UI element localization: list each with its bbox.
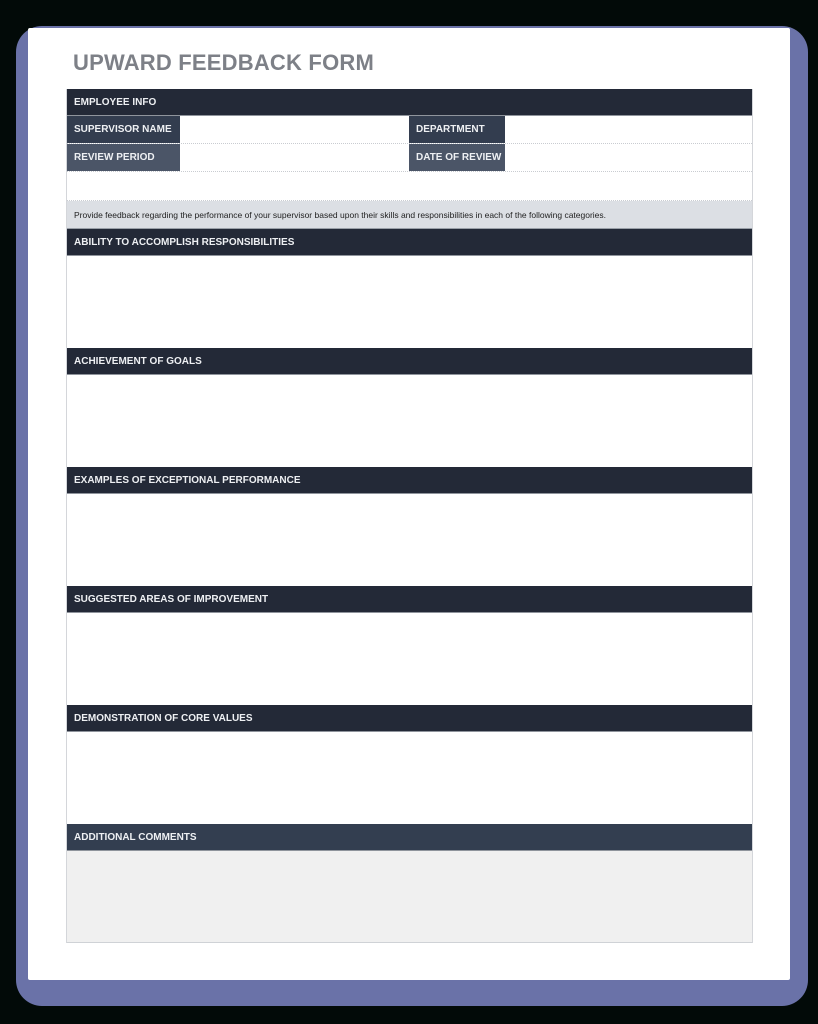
employee-info-row-1 bbox=[67, 116, 752, 144]
employee-info-row-2 bbox=[67, 144, 752, 172]
page-title: UPWARD FEEDBACK FORM bbox=[73, 50, 374, 75]
section-field-additional-comments[interactable] bbox=[67, 851, 752, 943]
instructions-text: Provide feedback regarding the performance of your supervisor based upon their skills and responsibilities in each of the following categories. bbox=[67, 201, 752, 229]
department-field[interactable] bbox=[505, 116, 752, 143]
section-header-core-values: DEMONSTRATION OF CORE VALUES bbox=[67, 705, 752, 732]
section-field-improvement[interactable] bbox=[67, 613, 752, 705]
section-header-improvement: SUGGESTED AREAS OF IMPROVEMENT bbox=[67, 586, 752, 613]
section-header-exceptional-performance: EXAMPLES OF EXCEPTIONAL PERFORMANCE bbox=[67, 467, 752, 494]
supervisor-name-label: SUPERVISOR NAME bbox=[67, 116, 180, 143]
section-header-additional-comments: ADDITIONAL COMMENTS bbox=[67, 824, 752, 851]
department-label: DEPARTMENT bbox=[409, 116, 505, 143]
date-of-review-field[interactable] bbox=[505, 144, 752, 171]
review-period-field[interactable] bbox=[180, 144, 409, 171]
review-period-label: REVIEW PERIOD bbox=[67, 144, 180, 171]
section-field-goals[interactable] bbox=[67, 375, 752, 467]
spacer-row bbox=[67, 172, 752, 201]
date-of-review-label: DATE OF REVIEW bbox=[409, 144, 505, 171]
feedback-form bbox=[66, 89, 753, 943]
employee-info-header: EMPLOYEE INFO bbox=[67, 89, 752, 116]
section-field-core-values[interactable] bbox=[67, 732, 752, 824]
section-field-responsibilities[interactable] bbox=[67, 256, 752, 348]
section-field-exceptional-performance[interactable] bbox=[67, 494, 752, 586]
section-header-goals: ACHIEVEMENT OF GOALS bbox=[67, 348, 752, 375]
section-header-responsibilities: ABILITY TO ACCOMPLISH RESPONSIBILITIES bbox=[67, 229, 752, 256]
supervisor-name-field[interactable] bbox=[180, 116, 409, 143]
